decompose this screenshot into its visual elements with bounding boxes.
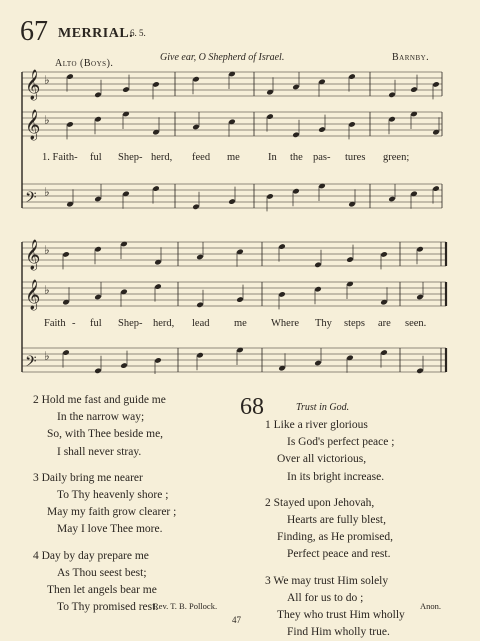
meter: 6. 5. — [130, 28, 146, 38]
verse-line: Find Him wholly true. — [287, 626, 390, 639]
verse-line: May I love Thee more. — [57, 523, 163, 536]
treble-clef-icon: 𝄞 — [25, 70, 41, 100]
treble-clef-icon: 𝄞 — [25, 240, 41, 270]
lyric-syllable: Faith — [44, 318, 66, 329]
lyric-syllable: seen. — [405, 318, 427, 329]
flat-icon: ♭ — [44, 243, 50, 257]
lyric-syllable: ful — [90, 318, 102, 329]
lyric-syllable: tures — [345, 152, 366, 163]
verse-line: I shall never stray. — [57, 445, 142, 458]
verse-line: Perfect peace and rest. — [287, 548, 391, 561]
verse-line: In the narrow way; — [57, 411, 145, 424]
hymn68-title: Trust in God. — [296, 402, 350, 413]
composer: Barnby. — [392, 52, 430, 63]
lyric-syllable: lead — [192, 318, 210, 329]
verse-line: As Thou seest best; — [57, 566, 147, 579]
bass-clef-icon: 𝄢 — [25, 353, 37, 374]
music-staves-1 — [0, 64, 480, 224]
verse-line: May my faith grow clearer ; — [47, 506, 177, 519]
verse — [265, 495, 465, 564]
lyric-syllable: green; — [383, 152, 410, 163]
lyrics-line-2 — [0, 318, 480, 332]
verse-line: 2 Stayed upon Jehovah, — [265, 496, 375, 509]
flat-icon: ♭ — [44, 349, 50, 363]
verse — [33, 392, 233, 461]
lyric-syllable: are — [378, 318, 391, 329]
verse — [265, 417, 465, 486]
voice-label: Alto (Boys). — [55, 58, 114, 69]
music-staves-2 — [0, 232, 480, 374]
verse-line: Hearts are fully blest, — [287, 514, 386, 527]
verse-line: Then let angels bear me — [47, 584, 157, 597]
lyrics-line-1 — [0, 152, 480, 166]
bass-clef-icon: 𝄢 — [25, 189, 37, 210]
lyric-syllable: steps — [344, 318, 365, 329]
hymn67-verses — [33, 392, 233, 616]
treble-clef-icon: 𝄞 — [25, 110, 41, 140]
lyric-syllable: herd, — [153, 318, 175, 329]
flat-icon: ♭ — [44, 113, 50, 127]
lyric-syllable: pas- — [313, 152, 331, 163]
verse-line: All for us to do ; — [287, 591, 364, 604]
lyric-syllable: ful — [90, 152, 102, 163]
hymn68-number: 68 — [240, 394, 264, 420]
verse-line: To Thy heavenly shore ; — [57, 489, 169, 502]
hymn68-author: Anon. — [420, 601, 442, 611]
lyric-syllable: me — [227, 152, 240, 163]
verse-line: To Thy promised rest. — [57, 601, 159, 614]
lyric-syllable: the — [290, 152, 303, 163]
verse-line: Finding, as He promised, — [277, 531, 393, 544]
hymn67-author: Rev. T. B. Pollock. — [153, 601, 218, 611]
verse-line: Over all victorious, — [277, 453, 367, 466]
flat-icon: ♭ — [44, 185, 50, 199]
hymn-subtitle: Give ear, O Shepherd of Israel. — [160, 52, 285, 63]
lyric-syllable: - — [72, 318, 76, 329]
music-system-1 — [0, 64, 480, 224]
lyric-syllable: herd, — [151, 152, 173, 163]
treble-clef-icon: 𝄞 — [25, 280, 41, 310]
lyric-syllable: Thy — [315, 318, 332, 329]
verse-line: In its bright increase. — [287, 470, 385, 483]
hymn-number: 67 — [20, 16, 48, 47]
verse-line: 3 Daily bring me nearer — [33, 471, 143, 484]
verse — [33, 470, 233, 539]
lyric-syllable: Shep- — [118, 152, 143, 163]
tune-name: MERRIAL. — [58, 26, 134, 41]
verse-line: 4 Day by day prepare me — [33, 549, 149, 562]
lyric-syllable: In — [268, 152, 277, 163]
verse-line: 3 We may trust Him solely — [265, 574, 389, 587]
flat-icon: ♭ — [44, 73, 50, 87]
verse-line: 2 Hold me fast and guide me — [33, 394, 166, 406]
music-system-2 — [0, 232, 480, 374]
lyric-syllable: me — [234, 318, 247, 329]
lyric-syllable: 1. Faith- — [42, 152, 78, 163]
verse-line: So, with Thee beside me, — [47, 428, 164, 441]
verse-line: Is God's perfect peace ; — [287, 436, 395, 449]
lyric-syllable: Where — [271, 318, 299, 329]
verse-line: They who trust Him wholly — [277, 609, 405, 622]
lyric-syllable: feed — [192, 152, 211, 163]
page-number: 47 — [232, 615, 241, 625]
lyric-syllable: Shep- — [118, 318, 143, 329]
flat-icon: ♭ — [44, 283, 50, 297]
verse-line: 1 Like a river glorious — [265, 419, 368, 431]
